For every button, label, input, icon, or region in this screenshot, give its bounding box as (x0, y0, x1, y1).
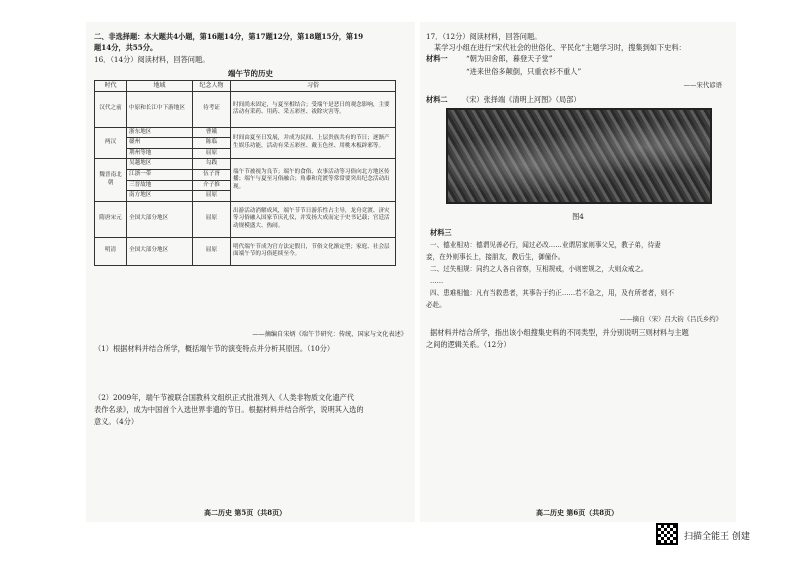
material1-line2: “进来世俗多颠倒，只重衣衫不重人” (466, 67, 582, 76)
q16-part1: （1）根据材料并结合所学，概括端午节的演变特点并分析其原因。（10分） (94, 344, 335, 353)
material3-ellipsis: …… (430, 277, 444, 285)
material3-item2: 二、过失相规：同约之人各自省察，互相规戒，小则密规之，大则众戒之。 (430, 265, 648, 273)
header-figure: 纪念人物 (193, 81, 231, 92)
header-era: 时代 (95, 81, 127, 92)
material3-item4-line2: 必赴。 (426, 301, 446, 309)
material1-label: 材料一 (426, 54, 448, 63)
cell-region: 全国大部分地区 (127, 237, 193, 265)
cell-custom: 端午节被视为良节；端午的食俗、农事活动等习俗向北方地区传播；端午与夏至习俗融合；角黍和竞渡等常常要突出纪念活动出现。 (231, 159, 396, 201)
cell-custom: 时间由夏至日发展，并成为民间、上层贵族共有的节日；逐渐产生娱乐功能，活动有采五彩丝、戴玉色丝、用桃木板辟邪等。 (231, 127, 396, 159)
material3-item1-line2: 妾，在外则事长上，接朋友，教后生，御僮仆。 (426, 253, 565, 261)
material2-label: 材料二 (426, 95, 448, 104)
cell-custom: 明代端午节成为官方法定假日，节俗文化渐定型；家庭、社会层面端午节的习俗延续至今。 (231, 237, 396, 265)
cell-figure: 屈原 (193, 237, 231, 265)
qingming-scroll-image (446, 108, 712, 204)
right-page-footer: 高二历史 第6页（共8页） (536, 508, 619, 517)
left-page-footer: 高二历史 第5页（共8页） (204, 508, 287, 517)
material3-item1-line1: 一、德业相劝：德谓见善必行，闻过必改……业谓居家则事父兄，教子弟，待妻 (430, 241, 661, 249)
cell-figure: 屈原 (193, 191, 231, 202)
cell-region: 赣州 (127, 138, 193, 149)
q17-intro: 某学习小组在进行“宋代社会的世俗化、平民化”主题学习时，搜集到如下史料： (434, 43, 686, 52)
cell-figure: 屈原 (193, 201, 231, 237)
cell-figure: 伍子胥 (193, 169, 231, 180)
cell-figure: 陈临 (193, 138, 231, 149)
header-region: 地域 (127, 81, 193, 92)
cell-era: 汉代之前 (95, 91, 127, 127)
cell-era: 两汉 (95, 127, 127, 159)
cell-figure: 勾践 (193, 159, 231, 170)
cell-figure: 介子推 (193, 180, 231, 191)
material1-line1: “朝为田舍郎，暮登天子堂” (466, 54, 553, 63)
q17-heading: 17．（12分）阅读材料，回答问题。 (426, 32, 542, 41)
cell-figure: 屈原 (193, 148, 231, 159)
history-table (94, 80, 396, 266)
cell-region: 南方地区 (127, 191, 193, 202)
material3-label: 材料三 (430, 228, 452, 237)
cell-region: 三晋故地 (127, 180, 193, 191)
qr-code-icon (656, 523, 678, 545)
table-row (95, 91, 396, 127)
section-title: 二、非选择题：本大题共4小题，第16题14分，第17题12分，第18题15分，第19 (94, 32, 364, 41)
material3-source: ——摘自（宋）吕大钧《吕氏乡约》 (619, 315, 722, 323)
scanner-watermark: 扫描全能王 创建 (684, 532, 750, 542)
material2-text: （宋）张择端《清明上河图》（局部） (462, 95, 581, 104)
cell-region: 中原和长江中下游地区 (127, 91, 193, 127)
cell-figure: 待考证 (193, 91, 231, 127)
q17-question-line1: 据材料并结合所学，指出该小组搜集史料的不同类型，并分别说明三则材料与主题 (430, 328, 689, 337)
q16-part2-line2: 表作名录》，成为中国首个入选世界非遗的节日。根据材料并结合所学，说明其入选的 (94, 405, 364, 414)
q16-heading: 16．（14分）阅读材料，回答问题。 (94, 55, 210, 64)
table-row (95, 237, 396, 265)
table-row (95, 159, 396, 170)
table-row (95, 201, 396, 237)
table-title: 端午节的历史 (228, 69, 273, 78)
table-header-row (95, 81, 396, 92)
header-custom: 习俗 (231, 81, 396, 92)
cell-region: 荆州等地 (127, 148, 193, 159)
cell-era: 明清 (95, 237, 127, 265)
cell-figure: 曹娥 (193, 127, 231, 138)
cell-era: 魏晋南北朝 (95, 159, 127, 201)
figure-label: 图4 (572, 212, 584, 221)
cell-region: 全国大部分地区 (127, 201, 193, 237)
cell-custom: 出游活动消解成风，端午节节日游乐性占主导，龙舟竞渡、济灾等习俗融入国家节庆礼仪，并发扬大成而定于史书记载；官廷活动规模盛大、热闹。 (231, 201, 396, 237)
cell-custom: 时间尚未固定，与夏至相结合；受端午是恶日的观念影响，主要活动有采药、用药、采五彩丝、祓除灾害等。 (231, 91, 396, 127)
q17-question-line2: 之间的逻辑关系。（12分） (426, 340, 511, 349)
cell-region: 江浙一带 (127, 169, 193, 180)
q16-part2-line3: 意义。（4分） (94, 417, 139, 426)
cell-era: 隋唐宋元 (95, 201, 127, 237)
table-row (95, 127, 396, 138)
q16-part2-line1: （2）2009年，端午节被联合国教科文组织正式批准列入《人类非物质文化遗产代 (94, 393, 355, 402)
left-exam-page (86, 22, 415, 522)
material3-item4-line1: 四、患难相恤：凡有当救患者，其事告于约正……若不急之，用，及有所者者，则不 (430, 289, 674, 297)
section-title-cont: 题14分，共55分。 (94, 43, 158, 52)
table-source: ——摘编自宋炳《端午节研究：传统、国家与文化表述》 (252, 331, 407, 338)
material1-source: ——宋代谚语 (683, 81, 722, 89)
cell-region: 吴越地区 (127, 159, 193, 170)
cell-region: 浙东地区 (127, 127, 193, 138)
right-exam-page (420, 22, 736, 522)
